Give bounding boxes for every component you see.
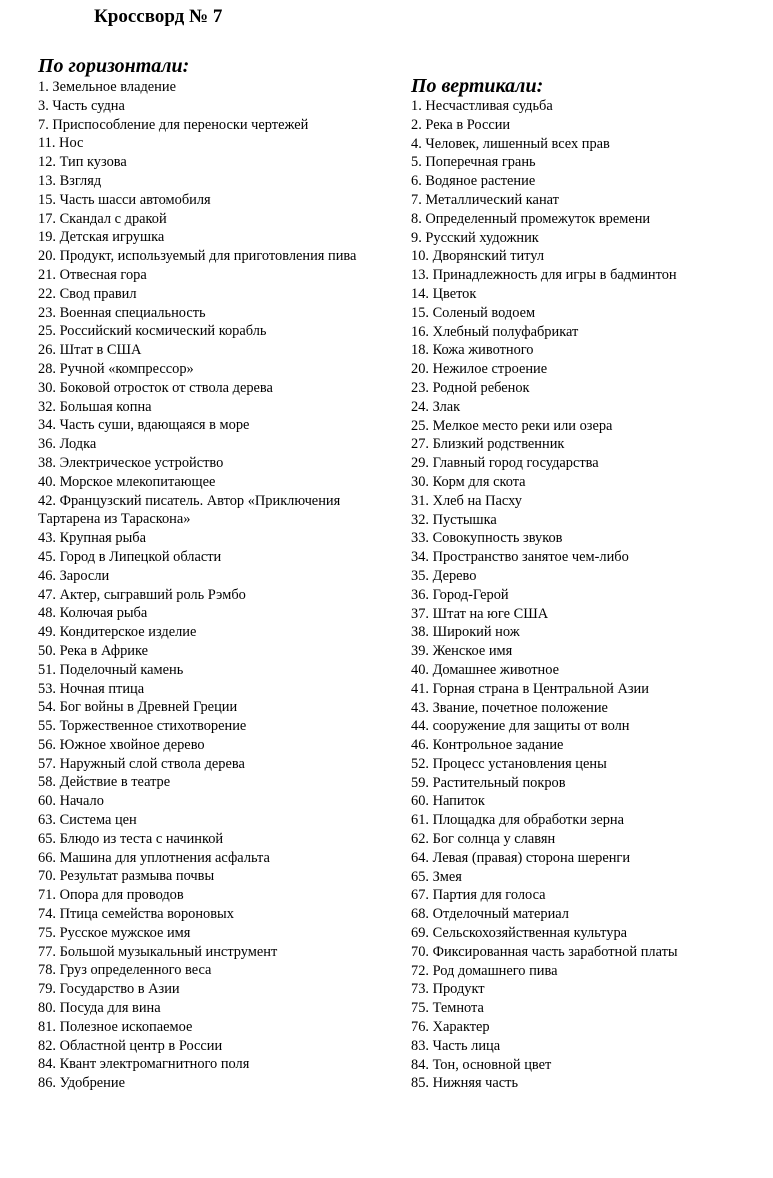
across-clue: 55. Торжественное стихотворение — [38, 718, 247, 735]
across-clue: 48. Колючая рыба — [38, 605, 148, 622]
across-clue: 11. Нос — [38, 135, 84, 152]
page-title: Кроссворд № 7 — [94, 6, 223, 27]
across-clue: 23. Военная специальность — [38, 304, 206, 321]
across-clue: 65. Блюдо из теста с начинкой — [38, 830, 224, 847]
across-clue: 49. Кондитерское изделие — [38, 624, 197, 641]
down-clue: 2. Река в России — [411, 116, 511, 133]
down-clue: 83. Часть лица — [411, 1037, 501, 1054]
across-clue: 63. Система цен — [38, 812, 137, 829]
across-clue: 75. Русское мужское имя — [38, 924, 191, 941]
across-clue: 21. Отвесная гора — [38, 266, 147, 283]
down-clue: 25. Мелкое место реки или озера — [411, 417, 613, 434]
down-clue: 39. Женское имя — [411, 643, 513, 660]
across-clue: 70. Результат размыва почвы — [38, 868, 215, 885]
across-clue: 53. Ночная птица — [38, 680, 145, 697]
across-clue: 1. Земельное владение — [38, 79, 176, 95]
across-clue: 82. Областной центр в России — [38, 1037, 223, 1054]
across-clue: 60. Начало — [38, 793, 104, 810]
across-clue: 74. Птица семейства вороновых — [38, 906, 234, 923]
down-clue: 40. Домашнее животное — [411, 661, 559, 678]
across-clue: 77. Большой музыкальный инструмент — [38, 943, 278, 960]
down-clue: 8. Определенный промежуток времени — [411, 210, 651, 227]
down-clue: 1. Несчастливая судьба — [411, 98, 553, 114]
across-clue: 36. Лодка — [38, 436, 97, 453]
down-clue: 43. Звание, почетное положение — [411, 699, 608, 716]
down-clue: 37. Штат на юге США — [411, 605, 549, 622]
across-clue: 56. Южное хвойное дерево — [38, 736, 205, 753]
down-clue: 20. Нежилое строение — [411, 361, 548, 378]
across-clue: 32. Большая копна — [38, 398, 152, 415]
down-clue: 27. Близкий родственник — [411, 436, 565, 453]
down-clue: 23. Родной ребенок — [411, 379, 530, 396]
across-clue: 40. Морское млекопитающее — [38, 473, 216, 490]
down-clue: 13. Принадлежность для игры в бадминтон — [411, 267, 677, 284]
down-clue: 15. Соленый водоем — [411, 304, 536, 321]
down-clue: 60. Напиток — [411, 793, 485, 810]
down-clue: 69. Сельскохозяйственная культура — [411, 925, 628, 942]
down-clue: 9. Русский художник — [411, 229, 539, 246]
across-clue: 45. Город в Липецкой области — [38, 548, 222, 565]
down-clue: 62. Бог солнца у славян — [411, 831, 556, 848]
across-clue: 12. Тип кузова — [38, 154, 127, 171]
down-clue: 36. Город-Герой — [411, 586, 509, 603]
down-clue: 24. Злак — [411, 398, 461, 415]
down-clue: 85. Нижняя часть — [411, 1075, 519, 1092]
down-clue: 72. Род домашнего пива — [411, 962, 558, 979]
across-clue: 54. Бог войны в Древней Греции — [38, 699, 238, 716]
down-clue: 46. Контрольное задание — [411, 737, 564, 754]
down-clue: 7. Металлический канат — [411, 191, 559, 208]
across-clue: 84. Квант электромагнитного поля — [38, 1056, 250, 1073]
across-clue: 51. Поделочный камень — [38, 661, 184, 678]
down-clue: 29. Главный город государства — [411, 455, 599, 472]
down-clue: 30. Корм для скота — [411, 473, 526, 490]
across-clue: 20. Продукт, используемый для приготовления пива — [38, 248, 357, 265]
down-clue: 34. Пространство занятое чем-либо — [411, 549, 629, 566]
down-clue: 70. Фиксированная часть заработной платы — [411, 943, 678, 960]
across-clue: 78. Груз определенного веса — [38, 962, 212, 979]
across-clue: 15. Часть шасси автомобиля — [38, 191, 211, 208]
down-clue: 84. Тон, основной цвет — [411, 1056, 552, 1073]
across-clue: 28. Ручной «компрессор» — [38, 360, 194, 377]
down-clue: 38. Широкий нож — [411, 624, 520, 641]
across-clue: 47. Актер, сыгравший роль Рэмбо — [38, 586, 246, 603]
down-clue: 6. Водяное растение — [411, 173, 536, 190]
down-clue: 52. Процесс установления цены — [411, 755, 607, 772]
across-clue-list — [38, 78, 398, 1093]
down-clue: 5. Поперечная грань — [411, 154, 536, 171]
down-clue: 14. Цветок — [411, 285, 477, 302]
down-clue: 44. сооружение для защиты от волн — [411, 718, 630, 735]
down-clue: 33. Совокупность звуков — [411, 530, 563, 547]
across-clue: 86. Удобрение — [38, 1075, 125, 1092]
down-clue: 59. Растительный покров — [411, 774, 566, 791]
down-clue: 75. Темнота — [411, 1000, 484, 1017]
across-clue: 13. Взгляд — [38, 172, 102, 189]
across-clue: 81. Полезное ископаемое — [38, 1018, 193, 1035]
down-clue: 68. Отделочный материал — [411, 906, 569, 923]
down-clue: 10. Дворянский титул — [411, 248, 545, 265]
across-clue: 43. Крупная рыба — [38, 530, 146, 547]
across-clue: 71. Опора для проводов — [38, 887, 184, 904]
down-clue: 61. Площадка для обработки зерна — [411, 812, 624, 829]
down-clue: 16. Хлебный полуфабрикат — [411, 323, 579, 340]
down-clue: 67. Партия для голоса — [411, 887, 546, 904]
down-clue: 4. Человек, лишенный всех прав — [411, 135, 610, 152]
down-clue: 32. Пустышка — [411, 511, 497, 528]
across-clue: 79. Государство в Азии — [38, 981, 180, 998]
down-clue: 73. Продукт — [411, 981, 485, 998]
across-clue: 50. Река в Африке — [38, 642, 149, 659]
across-clue: 22. Свод правил — [38, 285, 137, 302]
down-clue: 35. Дерево — [411, 567, 477, 584]
across-clue: 7. Приспособление для переноски чертежей — [38, 116, 309, 133]
across-clue: 46. Заросли — [38, 567, 110, 584]
down-clue-list — [411, 97, 773, 1093]
across-clue: 17. Скандал с дракой — [38, 210, 167, 227]
across-clue: 80. Посуда для вина — [38, 1000, 161, 1017]
across-heading: По горизонтали: — [38, 55, 190, 77]
across-clue: 19. Детская игрушка — [38, 229, 165, 246]
down-clue: 31. Хлеб на Пасху — [411, 492, 522, 509]
down-clue: 65. Змея — [411, 868, 462, 885]
across-clue: 34. Часть суши, вдающаяся в море — [38, 417, 250, 434]
down-heading: По вертикали: — [411, 75, 544, 97]
across-clue: 57. Наружный слой ствола дерева — [38, 755, 245, 772]
across-clue: 30. Боковой отросток от ствола дерева — [38, 379, 273, 396]
across-clue: 25. Российский космический корабль — [38, 323, 267, 340]
down-clue: 41. Горная страна в Центральной Азии — [411, 680, 649, 697]
across-clue: 58. Действие в театре — [38, 774, 171, 791]
down-clue: 64. Левая (правая) сторона шеренги — [411, 849, 631, 866]
down-clue: 76. Характер — [411, 1019, 490, 1036]
across-clue: 26. Штат в США — [38, 342, 142, 359]
across-clue: 42. Французский писатель. Автор «Приключения Тартарена из Тараскона» — [38, 492, 341, 528]
down-clue: 18. Кожа животного — [411, 342, 534, 359]
across-clue: 3. Часть судна — [38, 97, 125, 114]
across-clue: 38. Электрическое устройство — [38, 454, 224, 471]
across-clue: 66. Машина для уплотнения асфальта — [38, 849, 270, 866]
